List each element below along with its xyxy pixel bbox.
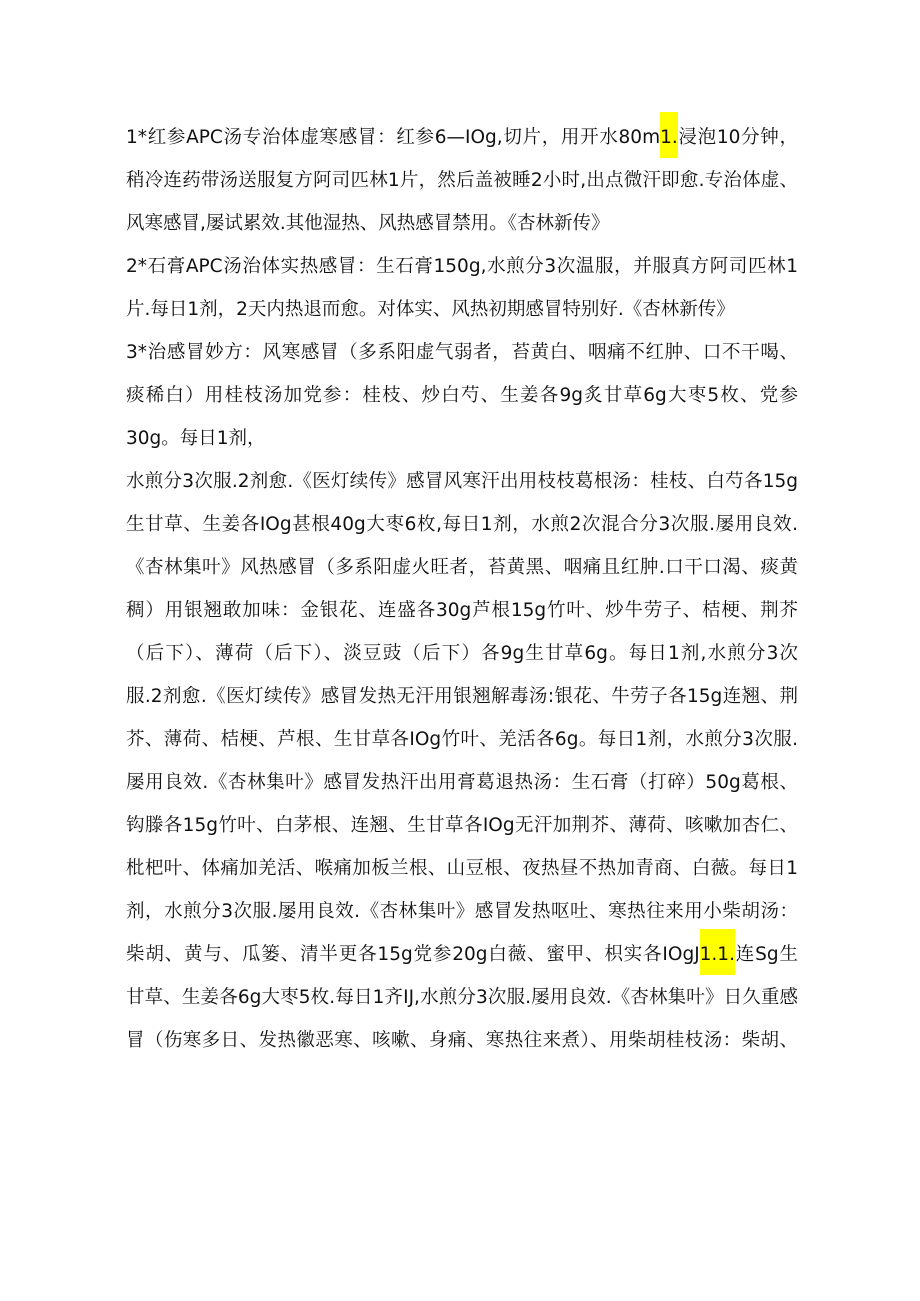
text-line	[126, 331, 798, 374]
text-segment: 服.2剂愈.《医灯续传》感冒发热无汗用银翘解毒汤:银花、牛劳子各15g连翘、荆	[126, 686, 798, 707]
text-segment: 风寒感冒,屡试累效.其他湿热、风热感冒禁用。《杏林新传》	[126, 213, 610, 234]
text-segment: 屡用良效.《杏林集叶》感冒发热汗出用膏葛退热汤：生石膏（打碎）50g葛根、	[126, 772, 798, 793]
text-segment: 痰稀白）用桂枝汤加党参：桂枝、炒白芍、生姜各9g炙甘草6g大枣5枚、党参	[126, 385, 798, 406]
text-line	[126, 589, 798, 632]
text-line	[126, 890, 798, 933]
text-segment: 30g。每日1剂，	[126, 428, 266, 449]
text-line	[126, 847, 798, 890]
text-segment: 《杏林集叶》风热感冒（多系阳虚火旺者，苔黄黑、咽痛且红肿.口干口渴、痰黄	[126, 557, 798, 578]
text-line	[126, 288, 798, 331]
text-line	[126, 503, 798, 546]
text-segment: 片.每日1剂，2天内热退而愈。对体实、风热初期感冒特别好.《杏林新传》	[126, 299, 735, 320]
text-segment: 芥、薄荷、桔梗、芦根、生甘草各IOg竹叶、羌活各6g。每日1剂，水煎分3次服.	[126, 729, 798, 750]
text-segment: （后下）、薄荷（后下）、淡豆豉（后下）各9g生甘草6g。每日1剂,水煎分3次	[126, 643, 798, 664]
text-segment: 稠）用银翘敢加味：金银花、连盛各30g芦根15g竹叶、炒牛劳子、桔梗、荆芥	[126, 600, 798, 621]
text-segment: 柴胡、黄与、瓜篓、清半更各15g党参20g白薇、蜜甲、枳实各IOgJ	[126, 944, 700, 965]
text-line	[126, 202, 798, 245]
text-segment: 枇杷叶、体痛加羌活、喉痛加板兰根、山豆根、夜热昼不热加青商、白薇。每日1	[126, 858, 798, 879]
document-body	[126, 116, 798, 1062]
highlighted-text: 1.1.	[700, 929, 735, 975]
text-line	[126, 116, 798, 159]
text-line	[126, 976, 798, 1019]
text-line	[126, 374, 798, 417]
text-line	[126, 546, 798, 589]
text-segment: 稍冷连药带汤送服复方阿司匹林1片，然后盖被睡2小时,出点微汗即愈.专治体虚、	[126, 170, 798, 191]
text-segment: 剂，水煎分3次服.屡用良效.《杏林集叶》感冒发热呕吐、寒热往来用小柴胡汤：	[126, 901, 798, 922]
text-line	[126, 245, 798, 288]
text-line	[126, 460, 798, 503]
text-segment: 3*治感冒妙方：风寒感冒（多系阳虚气弱者，苔黄白、咽痛不红肿、口不干喝、	[126, 342, 798, 363]
text-segment: 生甘草、生姜各IOg甚根40g大枣6枚,每日1剂，水煎2次混合分3次服.屡用良效.	[126, 514, 798, 535]
text-line	[126, 1019, 798, 1062]
text-line	[126, 933, 798, 976]
text-segment: 冒（伤寒多日、发热徽恶寒、咳嗽、身痛、寒热往来煮）、用柴胡桂枝汤：柴胡、	[126, 1030, 798, 1051]
text-segment: 连Sg生	[734, 944, 798, 965]
text-segment: 甘草、生姜各6g大枣5枚.每日1齐IJ,水煎分3次服.屡用良效.《杏林集叶》日久重感	[126, 987, 798, 1008]
text-line	[126, 675, 798, 718]
text-segment: 钩滕各15g竹叶、白茅根、连翘、生甘草各IOg无汗加荆芥、薄荷、咳嗽加杏仁、	[126, 815, 798, 836]
highlighted-text: 1.	[660, 112, 678, 158]
text-line	[126, 632, 798, 675]
text-segment: 水煎分3次服.2剂愈.《医灯续传》感冒风寒汗出用枝枝葛根汤：桂枝、白芍各15g	[126, 471, 798, 492]
text-line	[126, 761, 798, 804]
text-line	[126, 159, 798, 202]
text-segment: 浸泡10分钟，	[677, 127, 798, 148]
text-segment: 1*红参APC汤专治体虚寒感冒：红参6—IOg,切片，用开水80m	[126, 127, 661, 148]
text-line	[126, 417, 798, 460]
text-line	[126, 718, 798, 761]
text-segment: 2*石膏APC汤治体实热感冒：生石膏150g,水煎分3次温服，并服真方阿司匹林1	[126, 256, 798, 277]
text-line	[126, 804, 798, 847]
